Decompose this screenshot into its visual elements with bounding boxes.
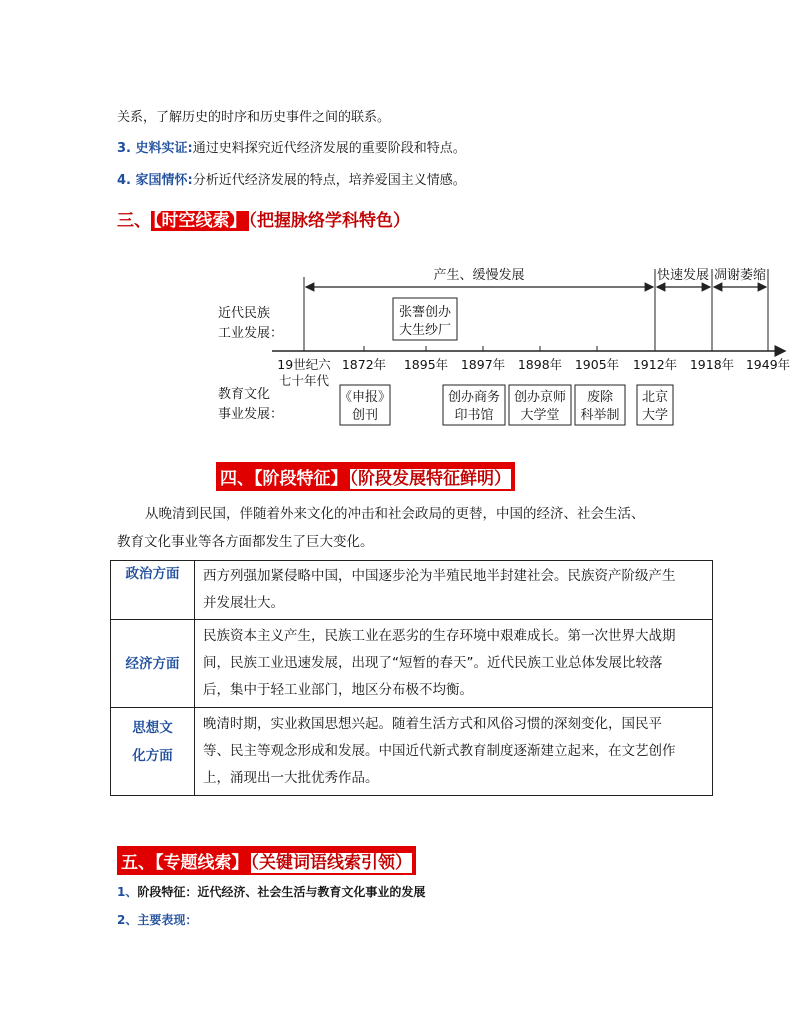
year-label: 1912年 xyxy=(632,357,678,372)
year-label: 1949年 xyxy=(745,357,791,372)
paragraph-line-1: 从晚清到民国，伴随着外来文化的冲击和社会政局的更替，中国的经济、社会生活、 xyxy=(145,506,645,522)
phase-2-label: 快速发展 xyxy=(656,268,710,283)
section-3-heading xyxy=(117,206,410,231)
topic-item-1-text: 阶段特征：近代经济、社会生活与教育文化事业的发展 xyxy=(137,885,426,899)
intro-item-4 xyxy=(117,169,466,188)
event-dasheng-line-2: 大生纱厂 xyxy=(398,323,452,338)
event-shenbao-line-1: 《申报》 xyxy=(338,390,392,405)
stage-feature-table xyxy=(110,560,713,796)
section-3-subtitle: （把握脉络学科特色） xyxy=(248,211,410,231)
year-label: 1918年 xyxy=(689,357,735,372)
event-peking-university-line-1: 北京 xyxy=(641,390,669,405)
event-abolish-exam-line-2: 科举制 xyxy=(580,408,620,423)
intro-item-3 xyxy=(117,137,466,156)
industry-label-1: 近代民族 xyxy=(218,306,271,321)
row-head-economy: 经济方面 xyxy=(111,620,195,708)
section-5-heading xyxy=(117,846,416,875)
row-head-politics: 政治方面 xyxy=(111,561,195,620)
event-imperial-university-line-1: 创办京师 xyxy=(513,390,567,405)
item-3-label: 3. 史料实证: xyxy=(117,141,193,156)
event-commercial-press-line-2: 印书馆 xyxy=(454,408,494,423)
intro-line-1: 关系，了解历史的时序和历史事件之间的联系。 xyxy=(117,110,391,125)
section-5-number: 五、 xyxy=(121,853,155,873)
topic-item-1 xyxy=(117,883,425,900)
topic-item-2-number: 2、 xyxy=(117,913,138,927)
timeline-diagram xyxy=(0,255,794,455)
table-row-culture xyxy=(111,708,713,796)
table-row-politics xyxy=(111,561,713,620)
topic-item-1-number: 1、 xyxy=(117,885,138,899)
year-label: 1895年 xyxy=(403,357,449,372)
section-4-number: 四、 xyxy=(220,469,254,489)
row-content-politics: 西方列强加紧侵略中国，中国逐步沦为半殖民地半封建社会。民族资产阶级产生 并发展壮大。 xyxy=(195,561,713,620)
year-label: 1905年 xyxy=(574,357,620,372)
section-3-number: 三、 xyxy=(117,211,151,231)
phase-1-label: 产生、缓慢发展 xyxy=(433,268,525,283)
paragraph-line-2: 教育文化事业等各方面都发生了巨大变化。 xyxy=(117,534,374,550)
phase-3-label: 凋谢萎缩 xyxy=(713,268,767,283)
row-content-culture: 晚清时期，实业救国思想兴起。随着生活方式和风俗习惯的深刻变化，国民平 等、民主等观念形成和发展。中国近代新式教育制度逐渐建立起来，在文艺创作 上，涌现出一大批优秀作品。 xyxy=(195,708,713,796)
event-peking-university-line-2: 大学 xyxy=(641,408,669,423)
section-5-subtitle: （关键词语线索引领） xyxy=(250,853,412,873)
topic-item-2-text: 主要表现： xyxy=(137,913,198,927)
event-commercial-press-line-1: 创办商务 xyxy=(447,390,501,405)
row-content-economy: 民族资本主义产生，民族工业在恶劣的生存环境中艰难成长。第一次世界大战期 间，民族工业迅速发展，出现了“短暂的春天”。近代民族工业总体发展比较落 后，集中于轻工业部门，地区分布极不均衡。 xyxy=(195,620,713,708)
table-row-economy xyxy=(111,620,713,708)
section-4-heading xyxy=(216,462,515,491)
row-head-culture: 思想文 化方面 xyxy=(111,708,195,796)
topic-item-2 xyxy=(117,911,197,928)
item-4-text: 分析近代经济发展的特点，培养爱国主义情感。 xyxy=(192,173,466,188)
year-label-0a: 19世纪六 xyxy=(277,357,331,372)
item-4-label: 4. 家国情怀: xyxy=(117,173,193,188)
event-dasheng-line-1: 张謇创办 xyxy=(398,305,452,320)
item-3-text: 通过史料探究近代经济发展的重要阶段和特点。 xyxy=(192,141,466,156)
section-4-paragraph xyxy=(117,500,717,556)
year-label: 1897年 xyxy=(460,357,506,372)
year-label-0b: 七十年代 xyxy=(278,373,330,388)
section-4-subtitle: （阶段发展特征鲜明） xyxy=(349,469,511,489)
year-label: 1898年 xyxy=(517,357,563,372)
industry-label-2: 工业发展： xyxy=(218,326,284,341)
event-abolish-exam-line-1: 废除 xyxy=(586,390,614,405)
section-3-title: 【时空线索】 xyxy=(153,211,247,231)
section-5-title: 【专题线索】 xyxy=(155,853,249,873)
culture-label-1: 教育文化 xyxy=(218,387,271,402)
year-label: 1872年 xyxy=(341,357,387,372)
event-imperial-university-line-2: 大学堂 xyxy=(520,408,560,423)
event-shenbao-line-2: 创刊 xyxy=(351,408,379,423)
section-4-title: 【阶段特征】 xyxy=(254,469,348,489)
culture-label-2: 事业发展： xyxy=(218,407,284,422)
